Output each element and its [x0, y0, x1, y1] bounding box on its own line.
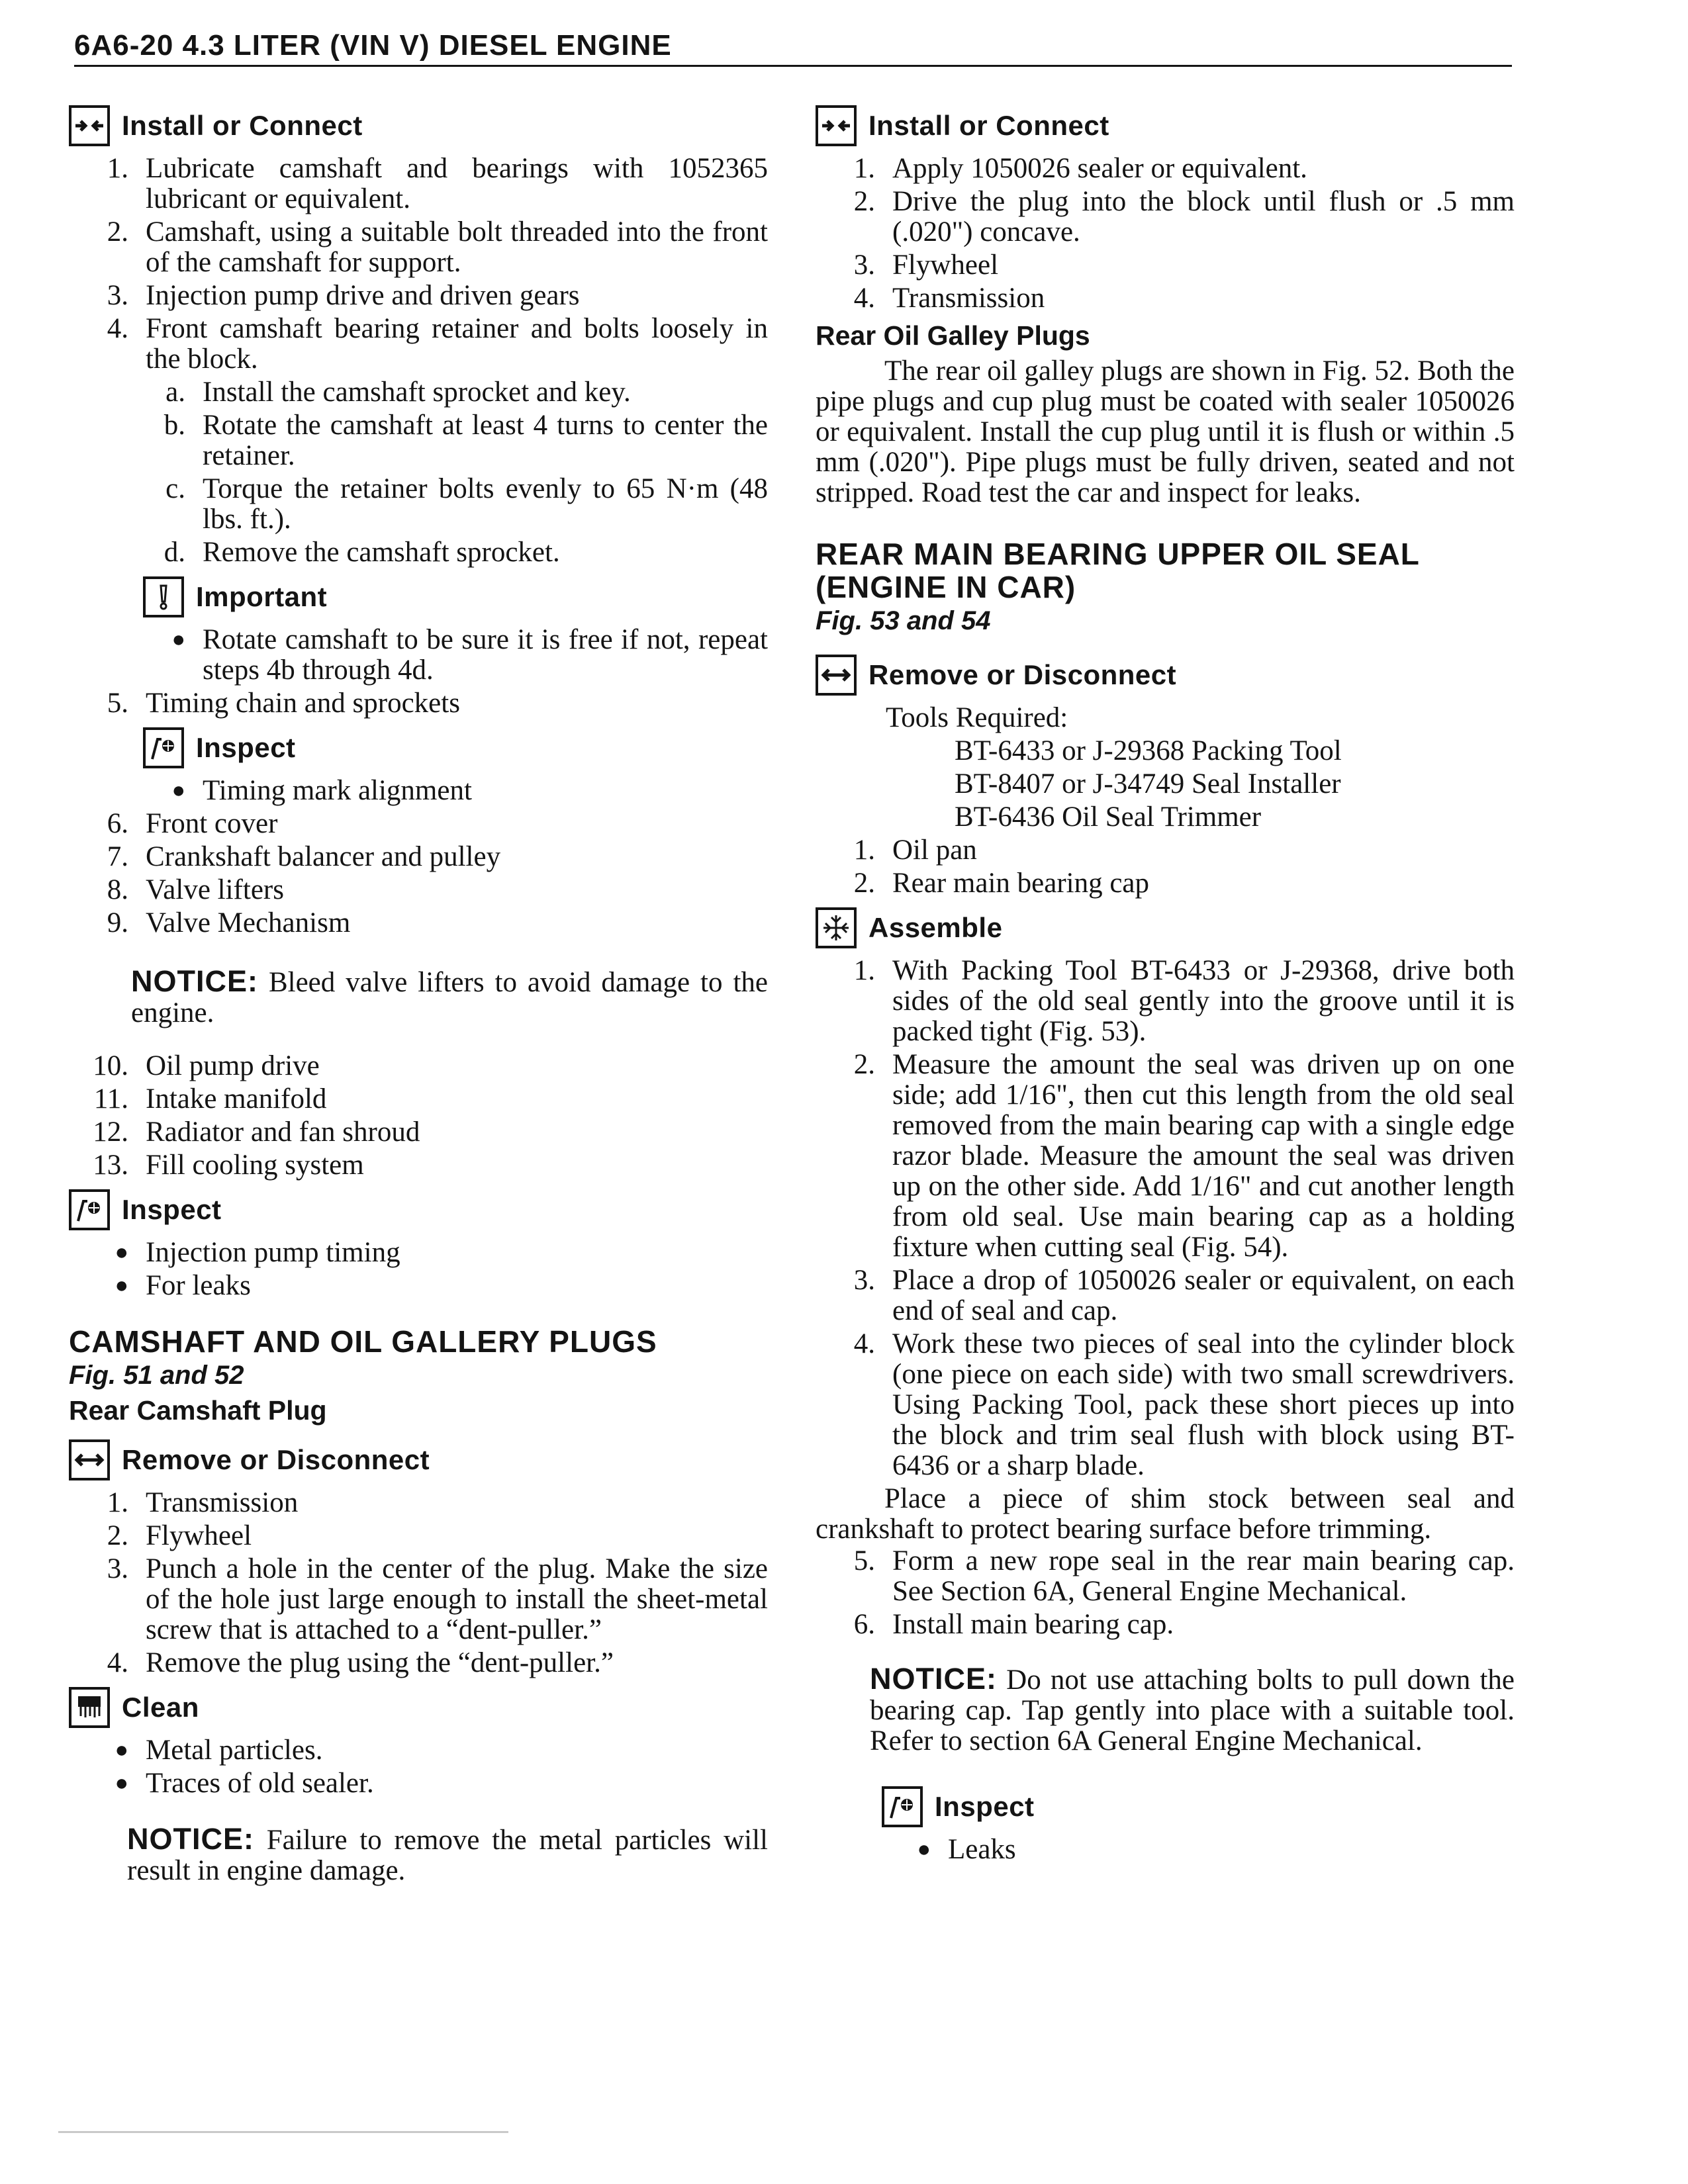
inspect-label: Inspect — [935, 1791, 1035, 1822]
install-steps — [69, 154, 768, 568]
tool-item: BT-6433 or J-29368 Packing Tool — [955, 735, 1342, 766]
remove-disconnect-icon — [816, 655, 857, 696]
inspect-label: Inspect — [196, 732, 296, 763]
list-item: 9. Valve Mechanism — [107, 907, 351, 938]
list-item: 2. Rear main bearing cap — [853, 868, 1150, 899]
list-item: 7. Crankshaft balancer and pulley — [107, 841, 501, 872]
subheading: Rear Camshaft Plug — [69, 1395, 327, 1426]
list-item: 1. Lubricate camshaft and bearings with 1052365 lubricant or equivalent. — [107, 153, 768, 214]
tool-item: BT-6436 Oil Seal Trimmer — [955, 801, 1262, 833]
important-icon — [143, 576, 184, 617]
list-item: 11. Intake manifold — [93, 1083, 327, 1115]
remove-disconnect-header — [816, 649, 1515, 702]
list-item: 3. Injection pump drive and driven gears — [107, 280, 580, 311]
figure-reference: Fig. 51 and 52 — [69, 1361, 244, 1390]
list-item: 4. Work these two pieces of seal into the cylinder block (one piece on each side) with two small screwdrivers. Using Packing Tool, pack these short pieces up into the block and trim seal flush with block using BT-6436 or a sharp blade. — [853, 1328, 1515, 1481]
inspect-icon — [69, 1189, 110, 1230]
important-header — [143, 570, 768, 623]
remove-disconnect-label: Remove or Disconnect — [122, 1444, 430, 1475]
install-connect-icon — [69, 105, 110, 146]
install-connect-header — [816, 99, 1515, 152]
list-item: 4. Front camshaft bearing retainer and bolts loosely in the block. — [107, 313, 768, 375]
list-item: 13. Fill cooling system — [93, 1150, 364, 1181]
right-column — [816, 99, 1515, 1868]
list-item: ● Traces of old sealer. — [115, 1768, 374, 1799]
left-column — [69, 99, 768, 1886]
sub-list-item: c. Torque the retainer bolts evenly to 65 N·m (48 lbs. ft.). — [165, 473, 768, 535]
inspect-icon — [882, 1786, 923, 1827]
list-item: 10. Oil pump drive — [93, 1050, 320, 1081]
section-title: CAMSHAFT AND OIL GALLERY PLUGS — [69, 1324, 657, 1359]
list-item: 8. Valve lifters — [107, 874, 284, 905]
list-item: 2. Drive the plug into the block until flush or .5 mm (.020") concave. — [853, 186, 1515, 248]
remove-disconnect-label: Remove or Disconnect — [868, 659, 1177, 690]
paragraph: Place a piece of shim stock between seal and crankshaft to protect bearing surface before trimming. — [816, 1483, 1515, 1545]
list-item: 3. Punch a hole in the center of the plug. Make the size of the hole just large enough to install the sheet-metal screw that is attached to a “dent-puller.” — [107, 1553, 768, 1645]
list-item: 5. Timing chain and sprockets — [107, 688, 460, 719]
clean-header — [69, 1681, 768, 1734]
list-item: 2. Camshaft, using a suitable bolt threaded into the front of the camshaft for support. — [107, 216, 768, 278]
list-item: 2. Measure the amount the seal was driven up on one side; add 1/16", then cut this length from the old seal removed from the main bearing cap with a single edge razor blade. Measure the amount the seal was driven up on the other side. Add 1/16" and cut another length from old seal. Use main bearing cap as a holding fixture when cutting seal (Fig. 54). — [853, 1049, 1515, 1263]
list-item: 4. Transmission — [853, 283, 1045, 314]
list-item: ● Rotate camshaft to be sure it is free if not, repeat steps 4b through 4d. — [171, 624, 768, 686]
sub-list-item: b. Rotate the camshaft at least 4 turns to center the retainer. — [164, 410, 768, 471]
install-connect-label: Install or Connect — [868, 110, 1109, 141]
remove-disconnect-icon — [69, 1439, 110, 1480]
install-connect-header — [69, 99, 768, 152]
notice-bleed-lifters: NOTICE: Bleed valve lifters to avoid damage to the engine. — [131, 964, 768, 1028]
tools-label: Tools Required: — [886, 702, 1068, 733]
assemble-label: Assemble — [868, 912, 1003, 943]
inspect-header — [69, 1183, 768, 1236]
inspect-label: Inspect — [122, 1194, 222, 1225]
inspect-icon — [143, 727, 184, 768]
list-item: 1. With Packing Tool BT-6433 or J-29368, drive both sides of the old seal gently into the groove until it is packed tight (Fig. 53). — [853, 955, 1515, 1047]
clean-icon — [69, 1687, 110, 1728]
important-label: Important — [196, 581, 328, 612]
list-item: ● Leaks — [917, 1834, 1016, 1865]
inspect-header — [882, 1780, 1515, 1833]
list-item: 3. Flywheel — [853, 250, 999, 281]
list-item: 1. Apply 1050026 sealer or equivalent. — [853, 153, 1307, 184]
inspect-header — [143, 721, 768, 774]
footer-rule — [58, 2131, 508, 2133]
subheading: Rear Oil Galley Plugs — [816, 320, 1090, 351]
list-item: 12. Radiator and fan shroud — [93, 1116, 420, 1148]
list-item: 3. Place a drop of 1050026 sealer or equivalent, on each end of seal and cap. — [853, 1265, 1515, 1326]
list-item: 6. Install main bearing cap. — [853, 1609, 1174, 1640]
list-item: 1. Transmission — [107, 1487, 299, 1518]
list-item: 4. Remove the plug using the “dent-puller.” — [107, 1647, 614, 1678]
notice-attaching-bolts: NOTICE: Do not use attaching bolts to pull down the bearing cap. Tap gently into place with a suitable tool. Refer to section 6A General Engine Mechanical. — [870, 1662, 1515, 1756]
list-item: ● Timing mark alignment — [171, 775, 472, 806]
page-header: 6A6-20 4.3 LITER (VIN V) DIESEL ENGINE — [74, 26, 1512, 67]
notice-metal-particles: NOTICE: Failure to remove the metal particles will result in engine damage. — [127, 1822, 768, 1886]
tools-required — [886, 702, 1515, 834]
assemble-header — [816, 901, 1515, 954]
paragraph: The rear oil galley plugs are shown in Fig. 52. Both the pipe plugs and cup plug must be coated with sealer 1050026 or equivalent. Install the cup plug until it is flush or within .5 mm (.020"). Pipe plugs must be fully driven, seated and not stripped. Road test the car and inspect for leaks. — [816, 355, 1515, 508]
list-item: 1. Oil pan — [853, 835, 977, 866]
section-title: REAR MAIN BEARING UPPER OIL SEAL (ENGINE IN CAR) — [816, 537, 1420, 604]
tool-item: BT-8407 or J-34749 Seal Installer — [955, 768, 1341, 799]
list-item: ● Metal particles. — [115, 1735, 323, 1766]
figure-reference: Fig. 53 and 54 — [816, 606, 991, 635]
list-item: ● Injection pump timing — [115, 1237, 400, 1268]
list-item: 6. Front cover — [107, 808, 278, 839]
install-connect-label: Install or Connect — [122, 110, 363, 141]
list-item: ● For leaks — [115, 1270, 251, 1301]
remove-disconnect-header — [69, 1433, 768, 1486]
clean-label: Clean — [122, 1692, 199, 1723]
assemble-icon — [816, 907, 857, 948]
sub-list-item: a. Install the camshaft sprocket and key. — [165, 377, 631, 408]
sub-list-item: d. Remove the camshaft sprocket. — [164, 537, 560, 568]
list-item: 5. Form a new rope seal in the rear main bearing cap. See Section 6A, General Engine Mechanical. — [853, 1545, 1515, 1607]
install-connect-icon — [816, 105, 857, 146]
list-item: 2. Flywheel — [107, 1520, 252, 1551]
